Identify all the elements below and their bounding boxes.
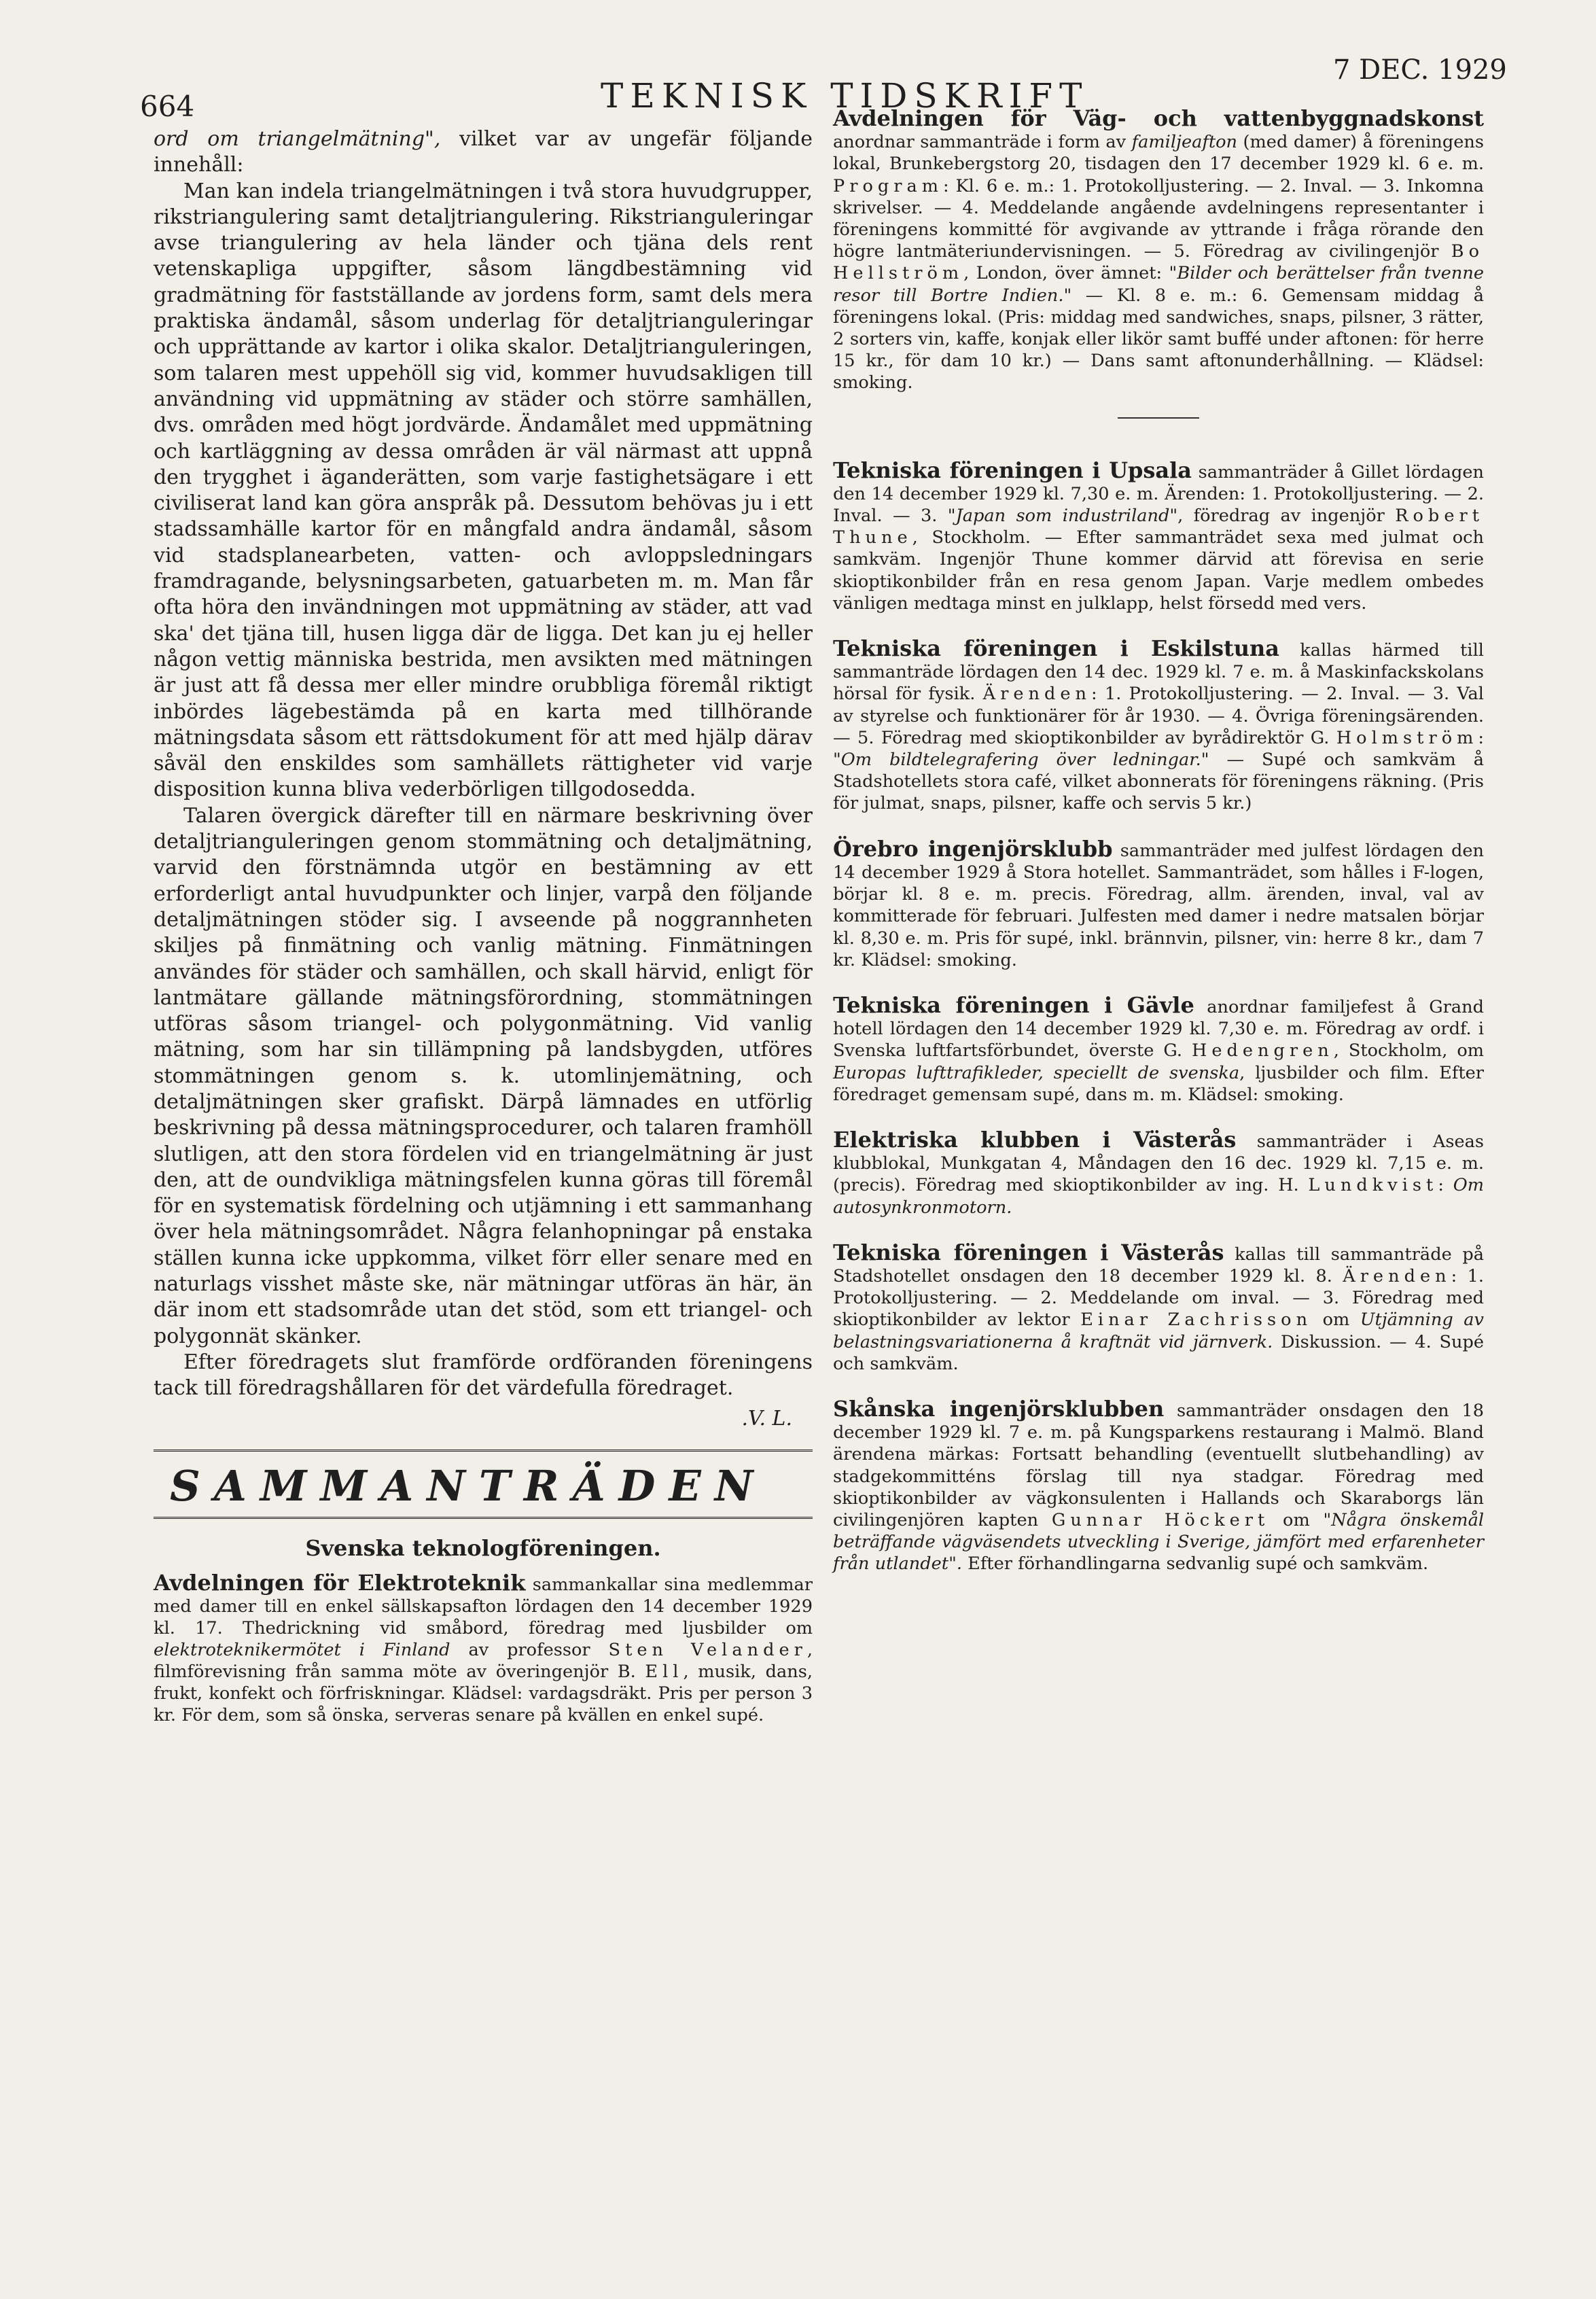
notice-org: Skånska ingenjörsklubben (833, 1395, 1165, 1422)
notice-text: Europas lufttrafikleder, speciellt de svenska (833, 1062, 1240, 1083)
article-paragraph-2: Talaren övergick därefter till en närmare beskrivning över detaljtrianguleringen genom stommätning och detaljmätning, varvid den förstnämnda utgör en bestämning av ett erforderligt antal huvudpunkter och linjer, varpå den följande detaljmätningen stöder sig. I avseende på noggrannheten skiljes på finmätning och vanlig mätning. Finmätningen användes för städer och samhällen, och skall härvid, enligt för lantmätare gällande mätningsförordning, stommätningen utföras såsom triangel- och polygonmätning. Vid vanlig mätning, som har sin tillämpning på landsbygden, utföres stommätningen genom s. k. utomlinjemätning, och detaljmätningen sker grafiskt. Därpå lämnades en utförlig beskrivning på dessa mätningsprocedurer, och talaren framhöll slutligen, att den stora fördelen vid en triangelmätning är just den, att de oundvikliga mätningsfelen kunna göras till föremål för en systematisk fördelning och utjämning i ett sammanhang över hela mätningsområdet. Några felanhopningar på enstaka ställen kunna icke uppkomma, vilket förr eller senare med en naturlags visshet måste ske, när mätningar utföras än här, än där inom ett stadsområde utan det stöd, som ett triangel- och polygonnät skänker. (154, 803, 813, 1348)
article-opening-rest: vilket var av ungefär följande innehåll: (154, 127, 813, 177)
right-column (833, 107, 1484, 1598)
notice-text: , London, över ämnet: (963, 263, 1169, 284)
notice-eskilstuna (833, 637, 1484, 815)
article-paragraph-3: Efter föredragets slut framförde ordföranden föreningens tack till föredragshållaren för det värdefulla föredraget. (154, 1350, 813, 1401)
notice-upsala (833, 459, 1484, 614)
notice-text: : 1. Protokolljustering. — 2. Meddelande om inval. — 3. Föredrag med skioptikonbilder av lektor (833, 1265, 1484, 1331)
notice-org: Tekniska föreningen i Gävle (833, 991, 1194, 1018)
notice-text: kallas till sammanträde på Stadshotellet onsdagen den 18 december 1929 kl. 8. (833, 1244, 1484, 1286)
notice-text: kallas härmed till sammanträde lördagen den 14 dec. 1929 kl. 7 e. m. å Maskinfackskolans hörsal för fysik. (833, 640, 1484, 705)
notice-text: , ljusbilder och film. Efter föredraget gemensam supé, dans m. m. Klädsel: smoking. (833, 1062, 1484, 1105)
notice-text: sammankallar sina medlemmar med damer till en enkel sällskapsafton lördagen den 14 december 1929 kl. 17. Thedrickning vid småbord, föredrag med ljusbilder om (154, 1575, 813, 1639)
notice-text: elektroteknikermötet i Finland (154, 1640, 450, 1661)
notice-person: Sten Velander (608, 1640, 807, 1661)
issue-date: 7 DEC. 1929 (1333, 54, 1507, 86)
article-opening (154, 126, 813, 179)
notice-person: Holmström (1336, 727, 1478, 748)
notice-text: om (1312, 1310, 1360, 1331)
notice-gavle (833, 991, 1485, 1106)
notice-text: sammanträder i Aseas klubblokal, Munkgatan 4, Måndagen den 16 dec. 1929 kl. 7,15 e. m. (precis). Föredrag med skioptikonbilder av ing. H. (833, 1131, 1485, 1196)
notice-text: , föredrag av ingenjör (1177, 506, 1396, 527)
notice-vag-vatten (833, 107, 1484, 394)
article-paragraph-1: Man kan indela triangelmätningen i två stora huvudgrupper, rikstriangulering samt detaljtriangulering. Rikstrianguleringar avse triangulering av hela länder och tjäna dels rent vetenskapliga uppgifter, såsom längdbestämning vid gradmätning för fastställande av jordens form, samt dels mera praktiska ändamål, såsom underlag för detaljtrianguleringar och upprättande av kartor i olika skalor. Detaljtrianguleringen, som talaren mest uppehöll sig vid, kommer huvudsakligen till användning vid uppmätning av städer och större samhällen, dvs. områden med högt jordvärde. Ändamålet med uppmätning och kartläggning av dessa områden är väl närmast att uppnå den trygghet i äganderätten, som varje fastighetsägare i ett civiliserat land kan göra anspråk på. Dessutom behövas ju i ett stadssamhälle kartor för en mångfald andra ändamål, såsom vid stadsplanearbeten, vatten- och avloppsledningars framdragande, belysningsarbeten, gatuarbeten m. m. Man får ofta höra den invändningen mot uppmätning av städer, att vad ska' det tjäna till, husen ligga där de ligga. Det kan ju ej heller någon vettig människa bestrida, men avsikten med mätningen är just att få dessa mer eller mindre orubbliga föremål riktigt inbördes lägebestämda på en karta med tillhörande mätningsdata såsom ett rättsdokument för att med hjälp därav såväl den enskildes som samhällets rättigheter vid varje disposition kunna bliva vederbörligen tillgodosedda. (154, 179, 813, 802)
notice-person: Einar Zachrisson (1080, 1310, 1313, 1331)
notice-text: "Japan som industriland" (947, 506, 1178, 527)
notice-text: om (1269, 1509, 1324, 1530)
notice-org: Avdelningen för Elektroteknik (154, 1570, 526, 1596)
page-number: 664 (140, 90, 195, 123)
notice-skanska (833, 1395, 1485, 1575)
notice-person: Gunnar Höckert (1051, 1509, 1270, 1530)
notice-text: anordnar familjefest å Grand hotell lördagen den 14 december 1929 kl. 7,30 e. m. Föredrag av ordf. i Svenska luftfartsförbundet, överste G. (833, 996, 1485, 1061)
notice-elektriska-klubben (833, 1126, 1485, 1218)
notice-text: familjeafton (1131, 132, 1238, 153)
notice-text: Program (833, 175, 944, 196)
notice-text: , filmförevisning från samma möte av överingenjör B. (154, 1640, 813, 1683)
notice-text: (med damer) å föreningens lokal, Brunkebergstorg 20, tisdagen den 17 december 1929 kl. 6 e. m. (833, 132, 1484, 175)
article-signature: .V. L. (741, 1406, 792, 1431)
notice-org: Tekniska föreningen i Eskilstuna (833, 635, 1279, 662)
notice-person: Ell (645, 1662, 684, 1683)
notice-text: av professor (450, 1640, 609, 1661)
notice-text: sammanträder med julfest lördagen den 14 december 1929 å Stora hotellet. Sammanträdet, som hålles i F-logen, börjar kl. 8 e. m. precis. Föredrag, allm. ärenden, inval, val av kommitterade för februari. Julfesten med damer i nedre matsalen börjar kl. 8,30 e. m. Pris för supé, inkl. brännvin, pilsner, vin: herre 8 kr., dam 7 kr. Klädsel: smoking. (833, 840, 1484, 970)
notice-org: Elektriska klubben i Västerås (833, 1126, 1237, 1153)
notice-text: : (1438, 1175, 1453, 1196)
notice-text: , Stockholm, om (1333, 1040, 1485, 1061)
notice-person: Bo Hellström (833, 241, 1484, 284)
notice-text: "Om bildtelegrafering över ledningar." (833, 750, 1209, 771)
notice-person: Lundkvist (1308, 1175, 1438, 1196)
notice-text: : 1. Protokolljustering. — 2. Inval. — 3. Val av styrelse och funktionärer för år 1930. — 4. Övriga föreningsärenden. — 5. Föredrag med skioptikonbilder av byrådirektör G. (833, 684, 1484, 748)
section-banner: SAMMANTRÄDEN (154, 1450, 813, 1519)
section-subheading: Svenska teknologföreningen. (305, 1534, 661, 1561)
notice-text: : Kl. 6 e. m.: 1. Protokolljustering. — 2. Inval. — 3. Inkomna skrivelser. — 4. Meddelande angående avdelningens representanter i föreningens kommitté för avgivande av yttrande i fråga rörande den högre lantmäteriundervisningen. — 5. Föredrag av civilingenjör (833, 175, 1484, 262)
notice-text: "Bilder och berättelser från tvenne resor till Bortre Indien." (833, 263, 1484, 306)
notice-text: sammanträder å Gillet lördagen den 14 december 1929 kl. 7,30 e. m. Ärenden: 1. Protokolljustering. — 2. Inval. — 3. (833, 461, 1484, 527)
left-column (154, 126, 813, 1749)
notice-orebro (833, 835, 1484, 971)
notice-org: Tekniska föreningen i Västerås (833, 1239, 1224, 1265)
article-opening-italic: ord om triangelmätning", (154, 127, 441, 151)
notice-text: , Stockholm. — Efter sammanträdet sexa med julmat och samkväm. Ingenjör Thune kommer därvid att förevisa en serie skioptikonbilder från en resa genom Japan. Varje medlem ombedes vänligen medtaga minst en julklapp, helst försedd med vers. (833, 527, 1484, 614)
notice-text: — Supé och samkväm å Stadshotellets stora café, vilket abonnerats för föreningens räkning. (Pris för julmat, snaps, pilsner, kaffe och servis 5 kr.) (833, 750, 1484, 814)
notice-text: anordnar sammanträde i form av (833, 132, 1132, 153)
notice-text: Om autosynkronmotorn. (833, 1175, 1484, 1218)
notice-text: — Kl. 8 e. m.: 6. Gemensam middag å föreningens lokal. (Pris: middag med sandwiches, snaps, pilsner, 3 rätter, 2 sorters vin, kaffe, konjak eller likör samt buffé under aftonen: för herre 15 kr., för dam 10 kr.) — Dans samt aftonunderhållning. — Klädsel: smoking. (833, 285, 1484, 393)
notice-text: sammanträder onsdagen den 18 december 1929 kl. 7 e. m. på Kungsparkens restaurang i Malmö. Bland ärendena märkas: Fortsatt behandling (eventuellt slutbehandling) av stadgekommitténs förslag till nya stadgar. Föredrag med skioptikonbilder av vägkonsulenten i Hallands och Skaraborgs län civilingenjören kapten (833, 1400, 1484, 1530)
notice-text: , musik, dans, frukt, konfekt och förfriskningar. Klädsel: vardagsdräkt. Pris per person 3 kr. För dem, som så önska, serveras senare på kvällen en enkel supé. (154, 1662, 813, 1726)
divider-rule (1118, 417, 1199, 419)
notice-vasteras (833, 1239, 1485, 1375)
notice-text: "Några önskemål beträffande vägväsendets utveckling i Sverige, jämfört med erfarenheter från utlandet". (833, 1509, 1485, 1575)
notice-org: Örebro ingenjörsklubb (833, 835, 1113, 862)
notice-org: Avdelningen för Väg- och vattenbyggnadskonst (833, 105, 1484, 131)
notice-text: Ärenden (1343, 1265, 1451, 1286)
notice-text: Efter förhandlingarna sedvanlig supé och samkväm. (962, 1554, 1429, 1575)
notice-elektroteknik (154, 1572, 813, 1726)
notice-text: Ärenden (982, 684, 1092, 705)
notice-text: Diskussion. — 4. Supé och samkväm. (833, 1331, 1484, 1374)
notice-text: Utjämning av belastningsvariationerna å kraftnät vid järnverk. (833, 1310, 1485, 1352)
notice-org: Tekniska föreningen i Upsala (833, 457, 1192, 483)
notice-text: : (1478, 727, 1484, 748)
publication-title: TEKNISK TIDSKRIFT (601, 76, 1089, 116)
notice-person: Robert Thune (833, 506, 1484, 548)
notice-person: Hedengren (1192, 1040, 1334, 1061)
